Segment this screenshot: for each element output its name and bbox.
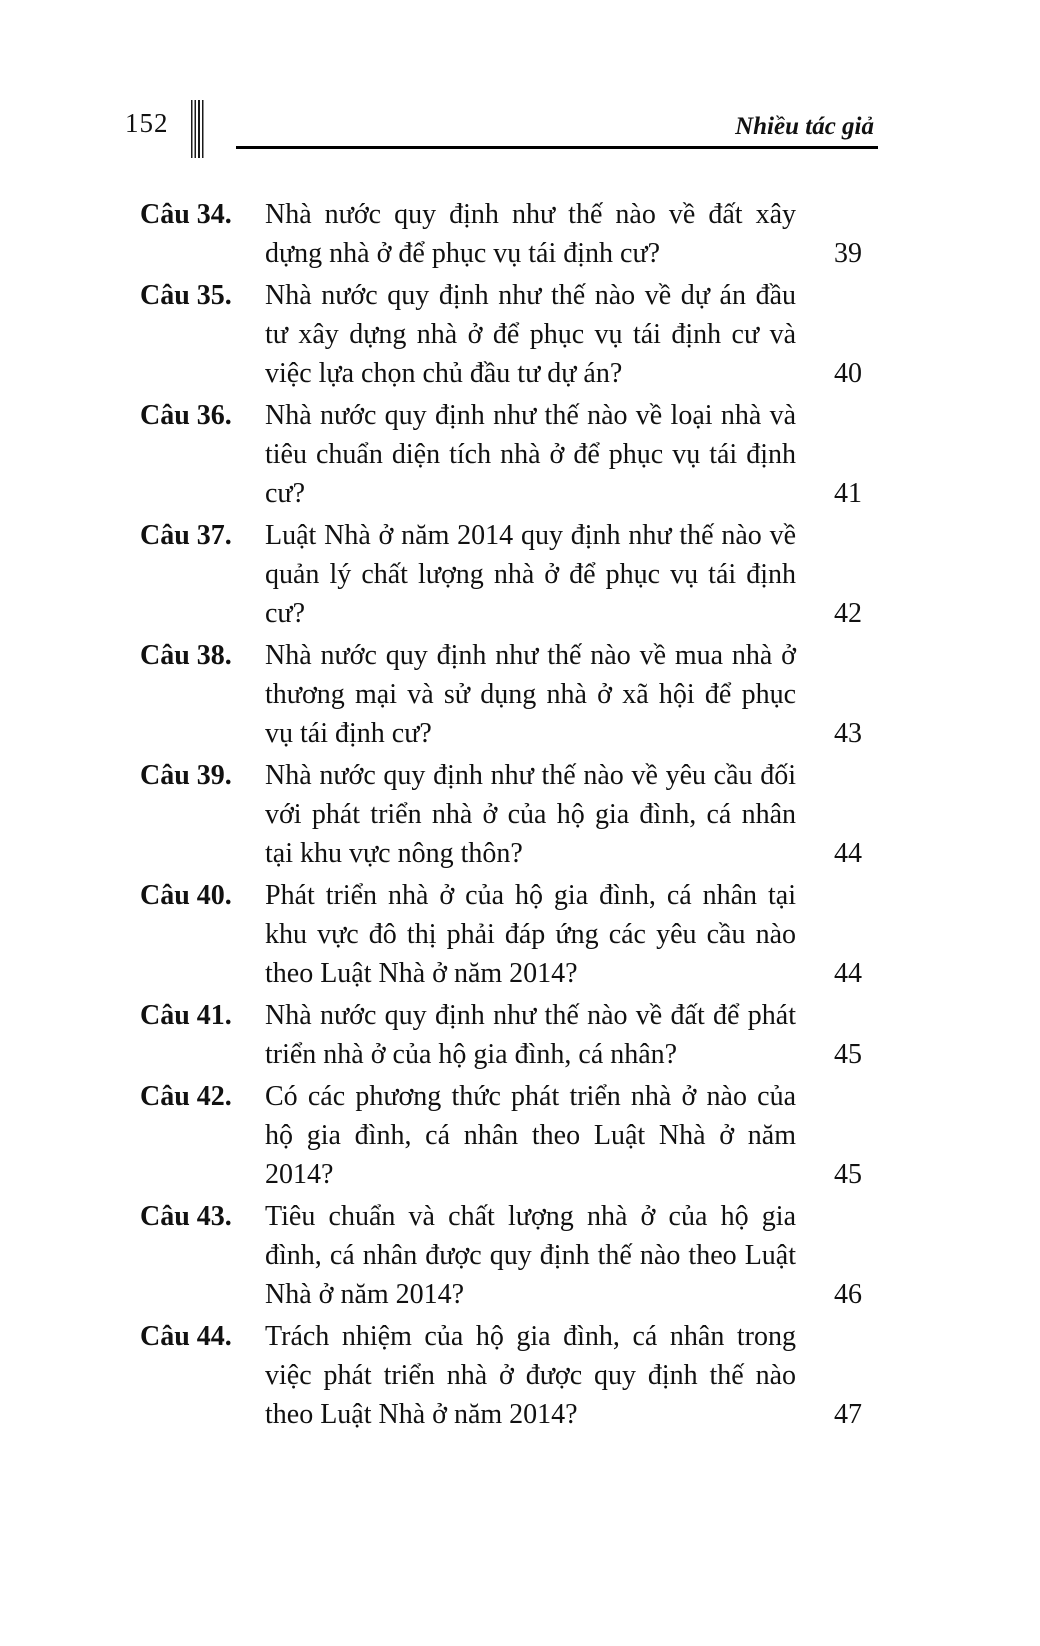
toc-entry-page: 46 [834, 1279, 862, 1310]
toc-entry-label: Câu 37. [140, 520, 232, 551]
toc-entry-text: Tiêu chuẩn và chất lượng nhà ở của hộ gia đình, cá nhân được quy định thế nào theo Luật Nhà ở năm 2014? [265, 1201, 796, 1310]
toc-entry-label: Câu 41. [140, 1000, 232, 1031]
toc-entry [140, 636, 862, 753]
toc-entry-page: 41 [834, 478, 862, 509]
toc-entry-page: 44 [834, 838, 862, 869]
toc-entry-label: Câu 43. [140, 1201, 232, 1232]
toc-entry [140, 876, 862, 993]
toc-entry [140, 996, 862, 1074]
toc-entry-page: 47 [834, 1399, 862, 1430]
toc-entry-text: Nhà nước quy định như thế nào về dự án đầu tư xây dựng nhà ở để phục vụ tái định cư và việc lựa chọn chủ đầu tư dự án? [265, 280, 796, 389]
toc-entry-text: Có các phương thức phát triển nhà ở nào của hộ gia đình, cá nhân theo Luật Nhà ở năm 2014? [265, 1081, 796, 1190]
hatch-divider-icon [191, 100, 204, 158]
toc-entry-text: Trách nhiệm của hộ gia đình, cá nhân trong việc phát triển nhà ở được quy định thế nào theo Luật Nhà ở năm 2014? [265, 1321, 796, 1430]
toc-entry-text: Nhà nước quy định như thế nào về yêu cầu đối với phát triển nhà ở của hộ gia đình, cá nhân tại khu vực nông thôn? [265, 760, 796, 869]
toc-entry [140, 276, 862, 393]
toc-entry-label: Câu 39. [140, 760, 232, 791]
header-rule [236, 114, 879, 149]
toc-entry [140, 756, 862, 873]
toc-entry-text: Nhà nước quy định như thế nào về loại nhà và tiêu chuẩn diện tích nhà ở để phục vụ tái định cư? [265, 400, 796, 509]
toc-entry-label: Câu 44. [140, 1321, 232, 1352]
toc-entry-label: Câu 38. [140, 640, 232, 671]
toc-list [140, 195, 862, 1434]
toc-entry [140, 195, 862, 273]
toc-entry-label: Câu 40. [140, 880, 232, 911]
toc-entry-page: 44 [834, 958, 862, 989]
toc-entry-label: Câu 35. [140, 280, 232, 311]
toc-entry [140, 1317, 862, 1434]
toc-entry-page: 40 [834, 358, 862, 389]
page-header [125, 100, 878, 149]
toc-entry [140, 1077, 862, 1194]
toc-entry-text: Phát triển nhà ở của hộ gia đình, cá nhân tại khu vực đô thị phải đáp ứng các yêu cầu nào theo Luật Nhà ở năm 2014? [265, 880, 796, 989]
toc-entry-page: 42 [834, 598, 862, 629]
toc-entry-text: Nhà nước quy định như thế nào về đất để phát triển nhà ở của hộ gia đình, cá nhân? [265, 1000, 796, 1070]
running-title: Nhiều tác giả [735, 113, 874, 140]
toc-entry-text: Nhà nước quy định như thế nào về đất xây dựng nhà ở để phục vụ tái định cư? [265, 199, 796, 269]
page-number: 152 [125, 108, 169, 138]
toc-entry-label: Câu 34. [140, 199, 232, 230]
toc-entry [140, 1197, 862, 1314]
toc-entry-page: 45 [834, 1159, 862, 1190]
toc-entry-text: Luật Nhà ở năm 2014 quy định như thế nào về quản lý chất lượng nhà ở để phục vụ tái định cư? [265, 520, 796, 629]
toc-entry-text: Nhà nước quy định như thế nào về mua nhà ở thương mại và sử dụng nhà ở xã hội để phục vụ tái định cư? [265, 640, 796, 749]
toc-entry-page: 45 [834, 1039, 862, 1070]
toc-entry-label: Câu 36. [140, 400, 232, 431]
toc-entry-label: Câu 42. [140, 1081, 232, 1112]
toc-entry-page: 43 [834, 718, 862, 749]
toc-entry [140, 396, 862, 513]
toc-entry-page: 39 [834, 238, 862, 269]
toc-entry [140, 516, 862, 633]
